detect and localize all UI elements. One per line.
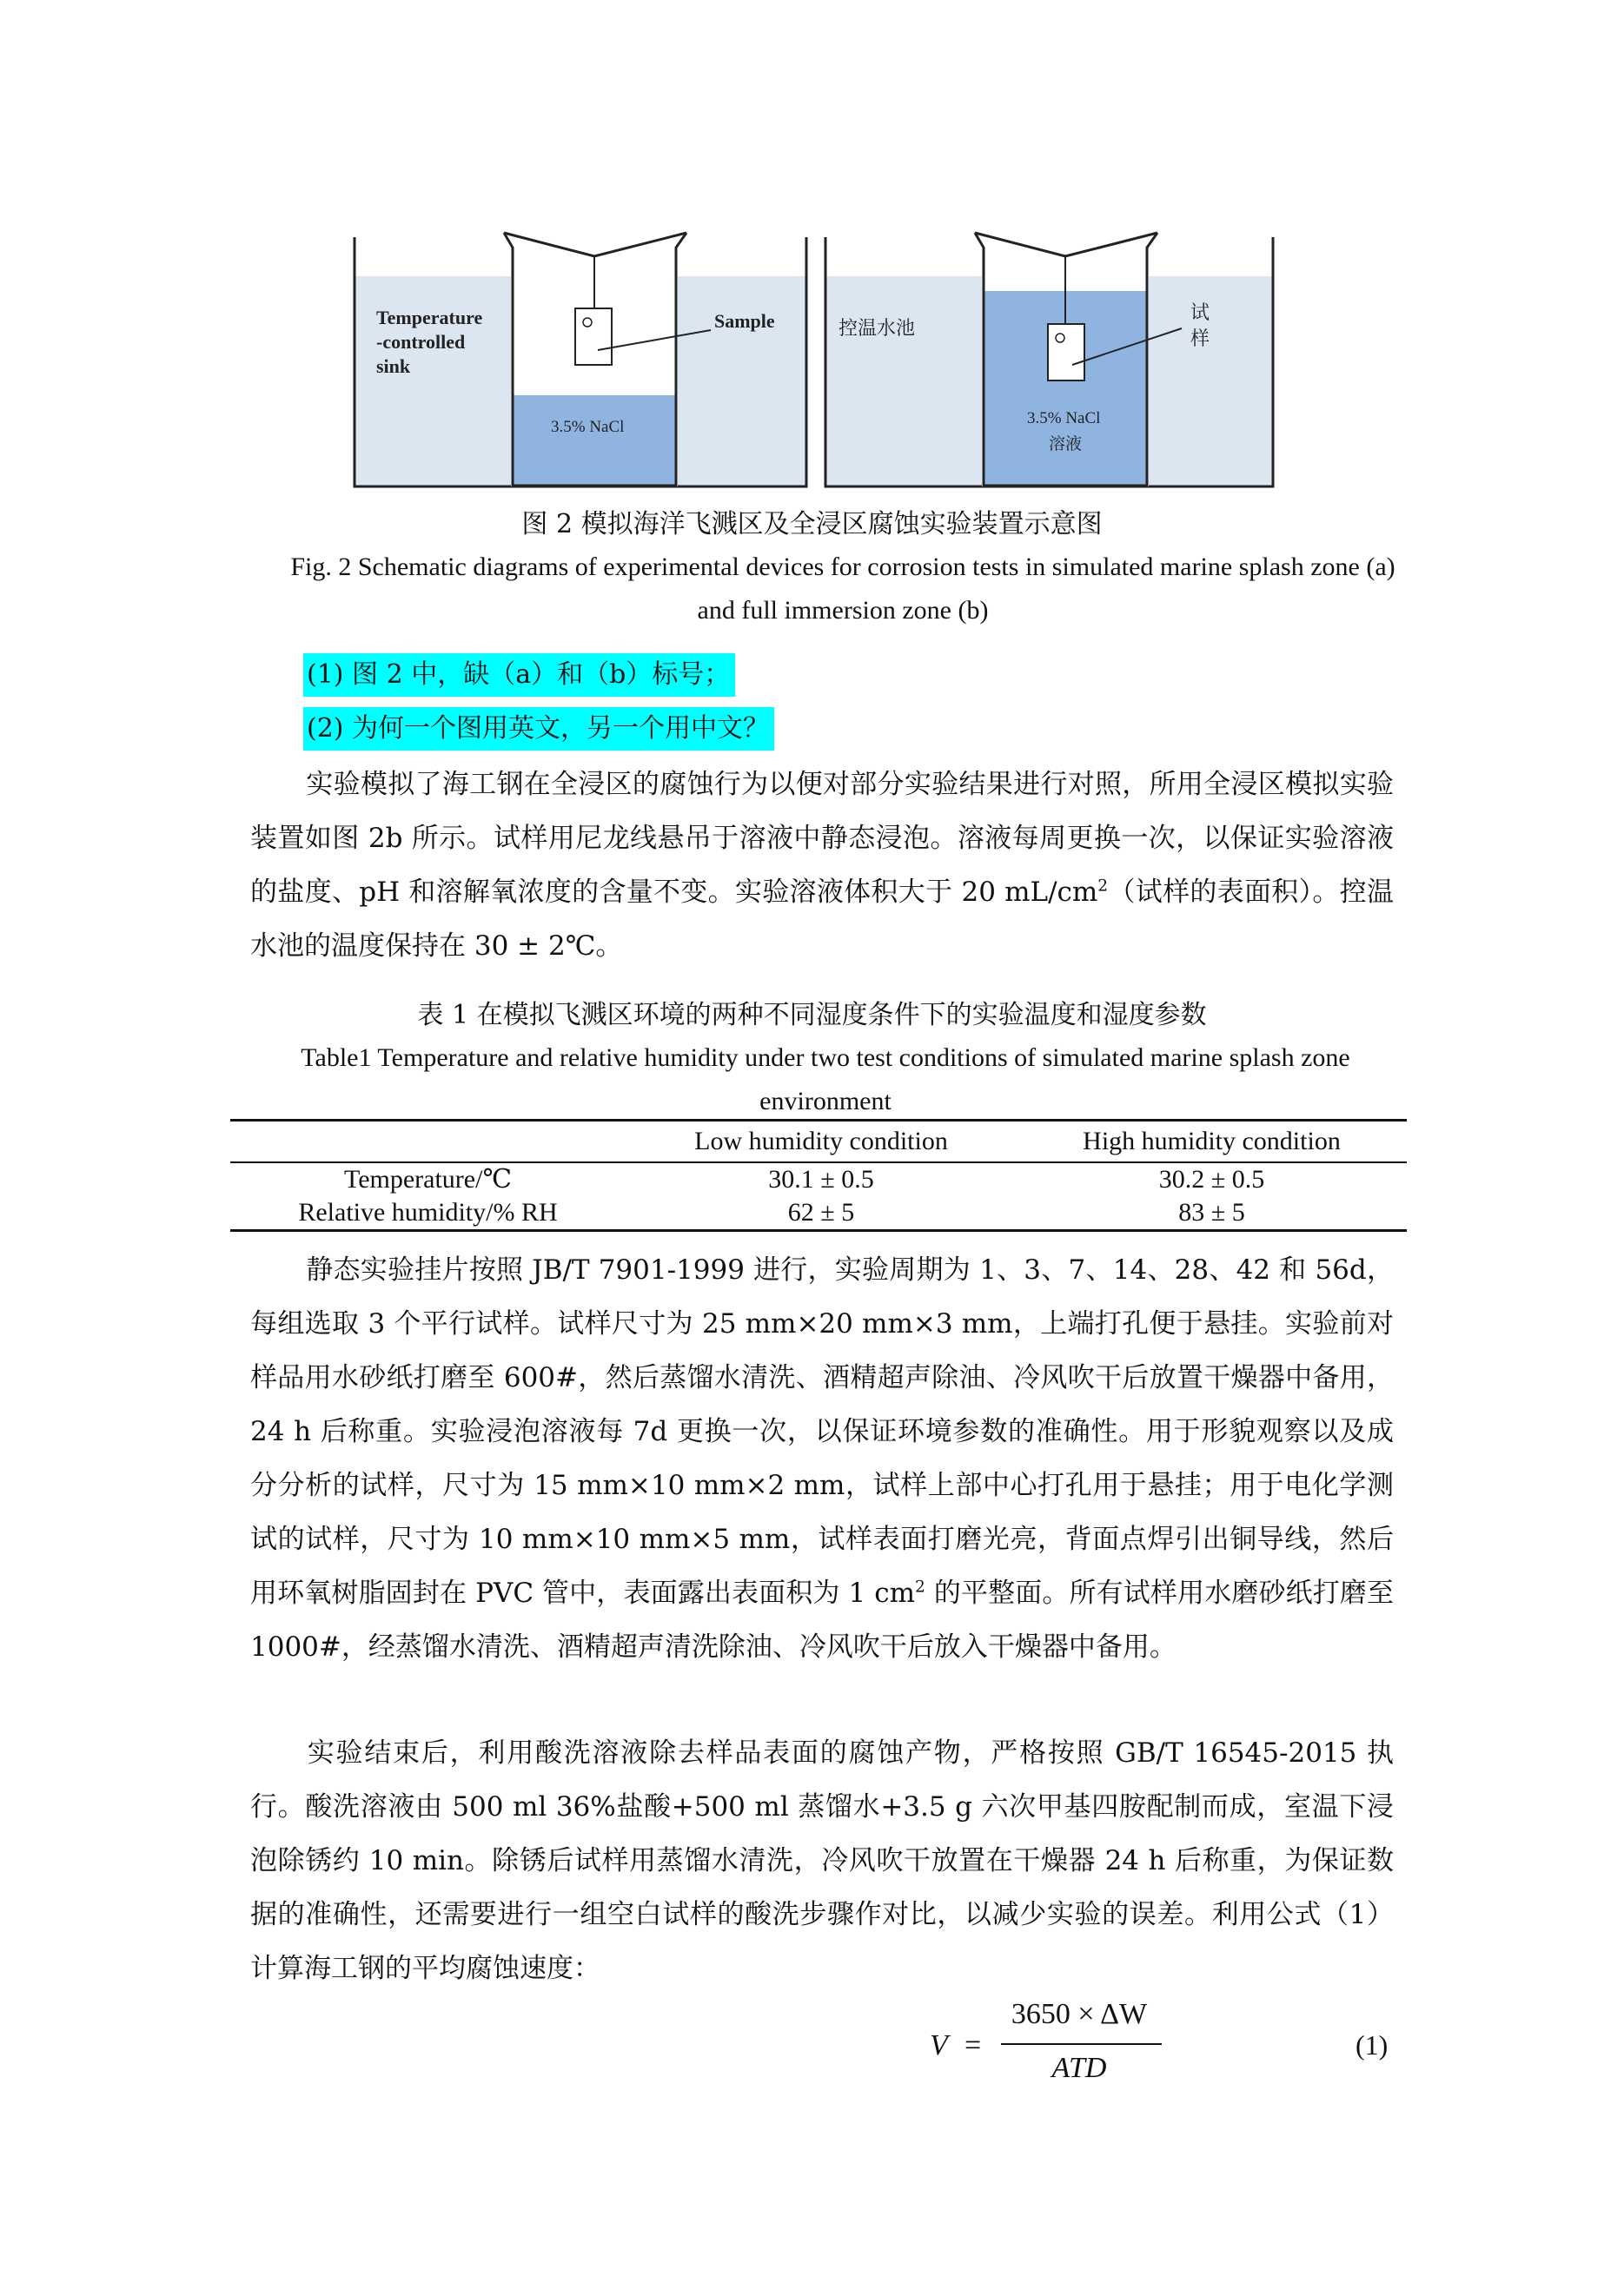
solution-label-right-1: 3.5% NaCl (1027, 409, 1101, 427)
paragraph-pickling (250, 1726, 1394, 1995)
paragraph-static-coupon (250, 1243, 1394, 1674)
sink-label-left-2: -controlled (376, 331, 466, 353)
equation-1 (930, 1998, 1173, 2102)
paragraph-immersion-setup (250, 758, 1394, 973)
formula-numerator: 3650 × ΔW (1011, 1998, 1148, 2030)
paragraph-1-tail: （试样的表面积）。控温水池的温度保持在 30 ± 2℃。 (250, 877, 1394, 962)
table-header-cell (230, 1121, 626, 1163)
solution-label-left: 3.5% NaCl (551, 418, 625, 436)
table-cell: Relative humidity/% RH (230, 1196, 626, 1231)
table-cell: 30.1 ± 0.5 (768, 1165, 874, 1194)
table-1 (230, 1119, 1407, 1232)
formula-equals: = (964, 2029, 982, 2061)
formula-lhs: V (930, 2029, 948, 2061)
superscript-2: 2 (915, 1578, 925, 1597)
review-comment-1[interactable]: (1) 图 2 中，缺（a）和（b）标号； (303, 653, 735, 697)
table-caption-cn: 表 1 在模拟飞溅区环境的两种不同湿度条件下的实验温度和湿度参数 (417, 1000, 1207, 1030)
table-cell: Temperature/℃ (343, 1165, 513, 1194)
apparatus-diagram (348, 222, 1390, 491)
review-comment-2[interactable]: (2) 为何一个图用英文，另一个用中文？ (303, 707, 774, 751)
panel-a (355, 233, 806, 486)
figure-2 (348, 222, 1390, 491)
solution-label-right-2: 溶液 (1049, 434, 1083, 453)
equation-number: (1) (1356, 2029, 1389, 2061)
figure-caption-en: Fig. 2 Schematic diagrams of experimental devices for corrosion tests in simulated marine splash zone (a) and full immersion zone (b) (290, 552, 1395, 625)
formula-denominator: ATD (1051, 2052, 1107, 2084)
table-row (230, 1196, 1407, 1231)
nacl-solution-left (513, 395, 676, 486)
table-cell: 30.2 ± 0.5 (1158, 1165, 1265, 1194)
paragraph-1-text: 实验模拟了海工钢在全浸区的腐蚀行为以便对部分实验结果进行对照，所用全浸区模拟实验装置如图 2b 所示。试样用尼龙线悬吊于溶液中静态浸泡。溶液每周更换一次，以保证实验溶液的盐度、pH 和溶解氧浓度的含量不变。实验溶液体积大于 20 mL/cm (250, 769, 1394, 908)
sample-coupon-right (1048, 324, 1084, 380)
table-header-cell: High humidity condition (1017, 1121, 1407, 1163)
paragraph-2-text: 静态实验挂片按照 JB/T 7901-1999 进行，实验周期为 1、3、7、14、28、42 和 56d，每组选取 3 个平行试样。试样尺寸为 25 mm×20 mm×3 mm，上端打孔便于悬挂。实验前对样品用水砂纸打磨至 600#，然后蒸馏水清洗、酒精超声除油、冷风吹干后放置干燥器中备用，24 h 后称重。实验浸泡溶液每 7d 更换一次，以保证环境参数的准确性。用于形貌观察以及成分分析的试样，尺寸为 15 mm×10 mm×2 mm，试样上部中心打孔用于悬挂；用于电化学测试的试样，尺寸为 10 mm×10 mm×5 mm，试样表面打磨光亮，背面点焊引出铜导线，然后用环氧树脂固封在 PVC 管中，表面露出表面积为 1 cm (250, 1254, 1394, 1609)
table-row (230, 1162, 1407, 1196)
sample-coupon-left (575, 308, 612, 365)
sample-label-right-2: 样 (1190, 328, 1210, 350)
sink-label-left-1: Temperature (376, 307, 483, 328)
sample-label-left: Sample (714, 310, 775, 332)
sample-label-right-1: 试 (1190, 302, 1210, 324)
table-cell: 62 ± 5 (626, 1196, 1017, 1231)
sink-label-right: 控温水池 (839, 318, 916, 340)
table-caption-en: Table1 Temperature and relative humidity under two test conditions of simulated marine splash zone environment (301, 1043, 1350, 1115)
table-header-row (230, 1121, 1407, 1163)
table-header-cell: Low humidity condition (626, 1121, 1017, 1163)
fraction-bar (1001, 2043, 1162, 2045)
paragraph-2-tail: 的平整面。所有试样用水磨砂纸打磨至 1000#，经蒸馏水清洗、酒精超声清洗除油、冷风吹干后放入干燥器中备用。 (250, 1578, 1395, 1663)
panel-b (825, 233, 1273, 486)
paragraph-3-text: 实验结束后，利用酸洗溶液除去样品表面的腐蚀产物，严格按照 GB/T 16545-2015 执行。酸洗溶液由 500 ml 36%盐酸+500 ml 蒸馏水+3.5 g 六次甲基四胺配制而成，室温下浸泡除锈约 10 min。除锈后试样用蒸馏水清洗，冷风吹干放置在干燥器 24 h 后称重，为保证数据的准确性，还需要进行一组空白试样的酸洗步骤作对比，以减少实验的误差。利用公式（1）计算海工钢的平均腐蚀速度： (250, 1737, 1394, 1984)
superscript-2: 2 (1097, 877, 1109, 896)
sink-label-left-3: sink (376, 355, 411, 377)
figure-caption-cn: 图 2 模拟海洋飞溅区及全浸区腐蚀实验装置示意图 (521, 509, 1103, 539)
table-cell: 83 ± 5 (1017, 1196, 1407, 1231)
